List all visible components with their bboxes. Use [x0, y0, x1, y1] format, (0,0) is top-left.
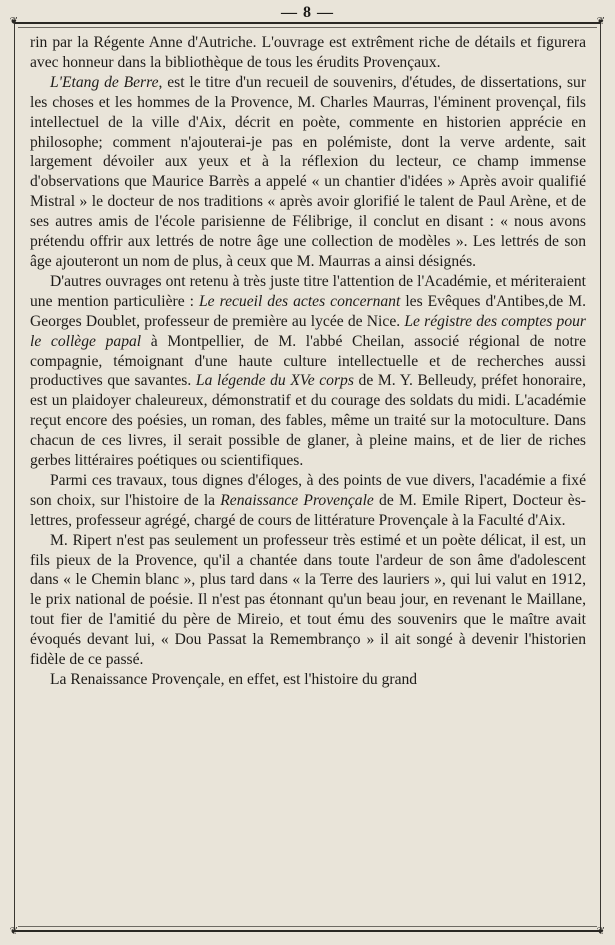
paragraph	[30, 471, 586, 531]
paragraph	[30, 531, 586, 670]
corner-ornament-icon: ❦	[9, 926, 19, 937]
corner-ornament-icon: ❦	[9, 16, 19, 27]
italic-title: L'Etang de Berre	[50, 73, 159, 91]
text-run: de M. Y. Belleudy, préfet honoraire, est un plaidoyer chaleureux, démonstratif et du courage des soldats du midi. L'académie reçut encore des poésies, un roman, des fables, même un traité sur la motoculture. Dans chacun de ces livres, il serait possible de glaner, à pleine mains, et de lier de riches gerbes littéraires poétiques ou scientifiques.	[30, 372, 586, 470]
text-run: à Montpellier, de M. l'abbé Cheilan, associé régional de notre compagnie, témoignant d'une haute culture intellectuelle et de recherches aussi productives que savantes.	[30, 332, 587, 390]
italic-title: Le régistre des comptes pour le collège papal	[30, 312, 587, 350]
text-run: de M. Emile Ripert, Docteur ès-lettres, professeur agrégé, chargé de cours de littérature Provençale à la Faculté d'Aix.	[30, 491, 586, 529]
text-run: Parmi ces travaux, tous dignes d'éloges, à des points de vue divers, l'académie a fixé son choix, sur l'histoire de la	[30, 471, 586, 509]
text-run: , est le titre d'un recueil de souvenirs, d'études, de dissertations, sur les choses et les hommes de la Provence, M. Charles Maurras, l'éminent provençal, fils intellectuel de la ville d'Aix, décrit en poète, commente en historien apprécie en philosophe; comment n'ajouterai-je pas en polémiste, dont la verve ardente, sait largement dévoiler aux yeux et à la réflexion du lecteur, ce champ immense d'observations que Maurice Barrès a appelé « un chantier d'idées » Après avoir qualifié Mistral » le docteur de nos traditions « après avoir glorifié le talent de Paul Arène, et de ses autres amis de l'école parisienne de Félibrige, il conclut en disant : « nous avons prétendu offrir aux lettrés de notre âge une collection de modèles ». Les lettrés de son âge ajouteront un nom de plus, à ceux que M. Maurras a ainsi désignés.	[30, 73, 587, 270]
corner-ornament-icon: ❦	[596, 16, 606, 27]
text-run: rin par la Régente Anne d'Autriche. L'ouvrage est extrêment riche de détails et figurera avec honneur dans la bibliothèque de tous les érudits Provençaux.	[30, 34, 586, 71]
text-run: M. Ripert n'est pas seulement un professeur très estimé et un poète délicat, il est, un fils pieux de la Provence, qu'il a chantée dans toute l'ardeur de son âme d'adolescent dans « le Chemin blanc », plus tard dans « la Terre des lauriers », qui lui valut en 1912, le prix national de poésie. Il n'est pas étonnant qu'un beau jour, en revenant le Maillane, tout fier de l'amitié du père de Mireio, et tout ému des souvenirs que le maître avait évoqués devant lui, « Dou Passat la Remembranço » il ait songé à devenir l'historien fidèle de ce passé.	[30, 531, 586, 669]
paragraph	[30, 272, 586, 471]
paragraph	[30, 73, 586, 272]
paragraph	[30, 33, 586, 73]
corner-ornament-icon: ❦	[596, 926, 606, 937]
text-run: D'autres ouvrages ont retenu à très juste titre l'attention de l'Académie, et mériteraient une mention particulière :	[30, 272, 586, 310]
italic-title: Le recueil des actes concernant	[198, 292, 401, 310]
body-text	[30, 33, 586, 690]
text-run: La Renaissance Provençale, en effet, est l'histoire du grand	[50, 671, 418, 688]
page-number: — 8 —	[281, 4, 334, 21]
italic-title: La légende du XVe corps	[195, 372, 354, 390]
italic-title: Renaissance Provençale	[220, 491, 374, 509]
text-run: les Evêques d'Antibes,de M. Georges Doublet, professeur de première au lycée de Nice.	[30, 292, 586, 330]
paragraph	[30, 670, 586, 690]
